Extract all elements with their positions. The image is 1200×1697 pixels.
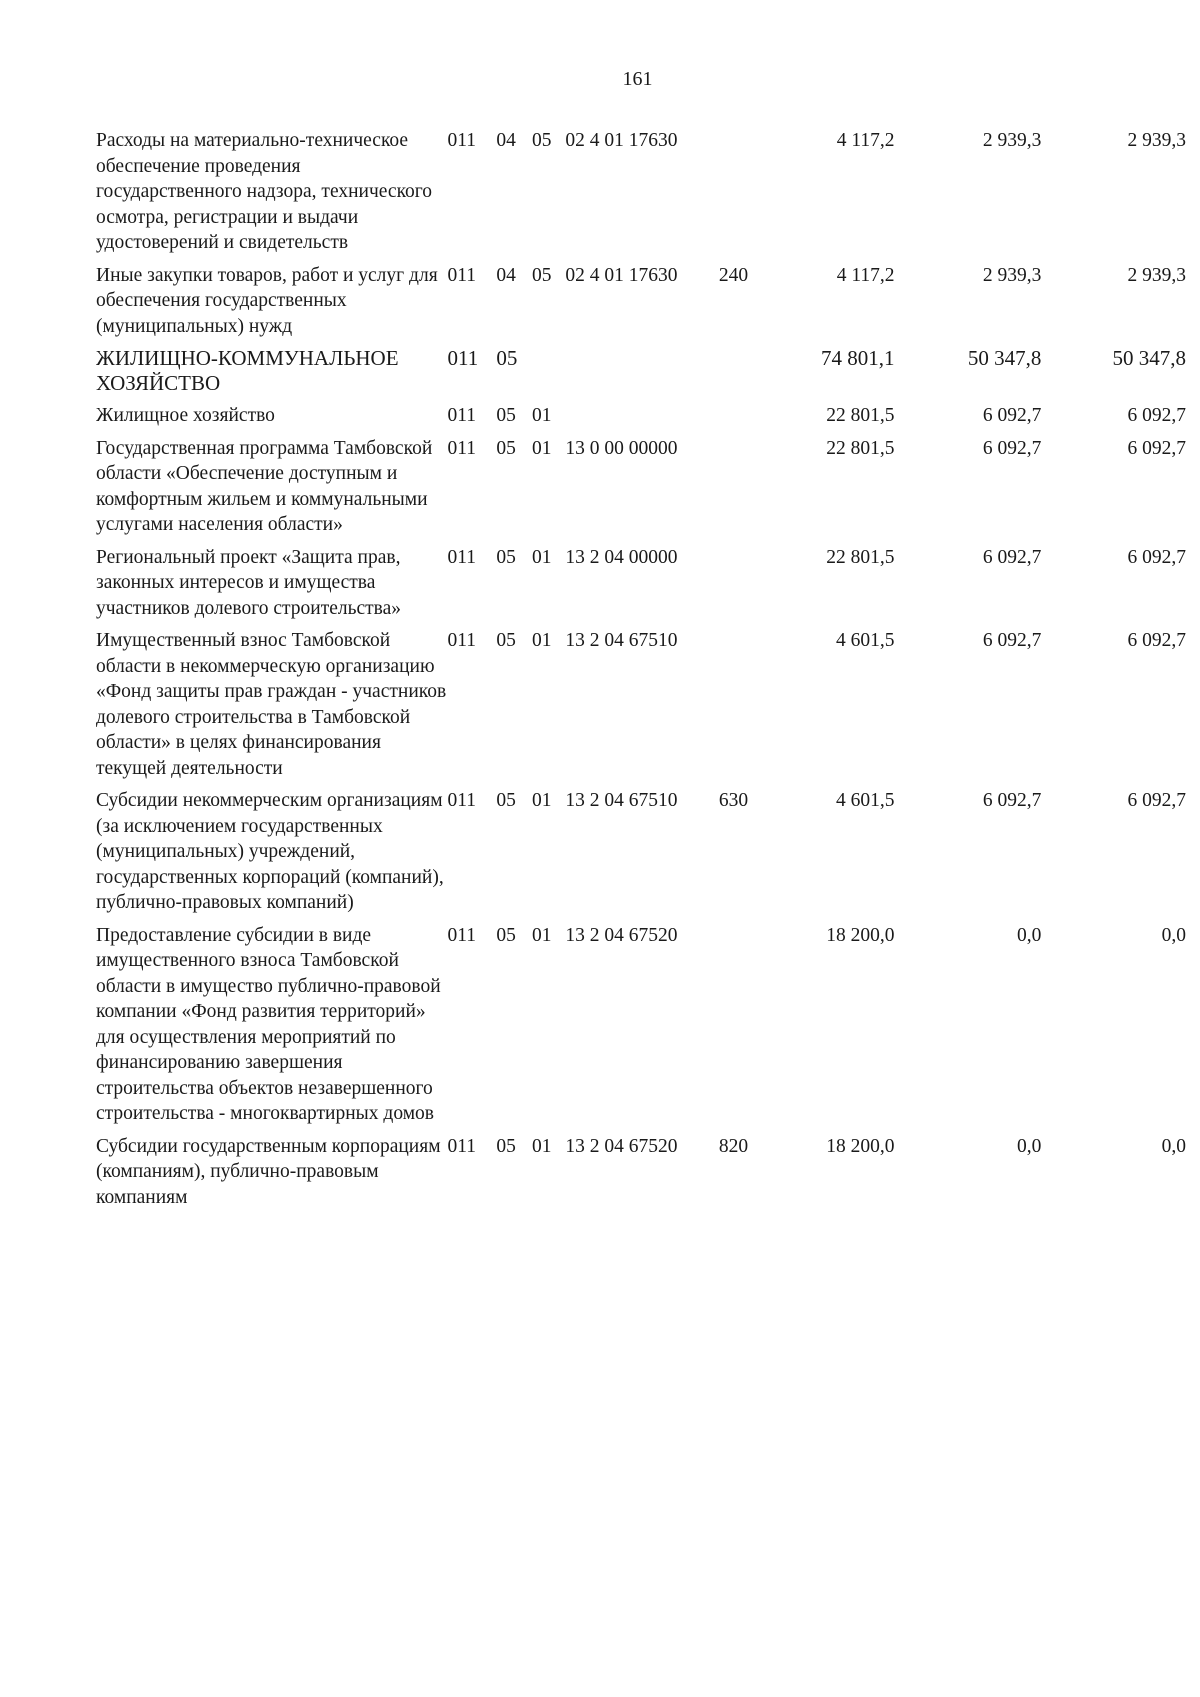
amount-year-2: 6 092,7 bbox=[982, 630, 1042, 651]
section-code: 05 bbox=[496, 405, 516, 426]
amount-year-3: 0,0 bbox=[1161, 924, 1186, 946]
table-row bbox=[96, 628, 1186, 788]
page-number: 161 bbox=[622, 68, 653, 90]
expense-type-code: 630 bbox=[718, 790, 749, 811]
target-article-code: 13 0 00 00000 bbox=[565, 437, 678, 459]
budget-table bbox=[96, 128, 1186, 1217]
table-row-section bbox=[96, 346, 1186, 403]
table-row bbox=[96, 923, 1186, 1134]
amount-year-1: 4 601,5 bbox=[836, 790, 895, 811]
ministry-code: 011 bbox=[447, 630, 476, 651]
target-article-code: 02 4 01 17630 bbox=[565, 130, 678, 151]
ministry-code: 011 bbox=[447, 924, 476, 946]
expense-type-code bbox=[719, 436, 784, 545]
row-name: Расходы на материально-техническое обеспечение проведения государственного надзора, технического осмотра, регистрации и выдачи удостоверений и свидетельств bbox=[96, 130, 433, 253]
ministry-code: 011 bbox=[447, 546, 476, 568]
subsection-code: 01 bbox=[531, 1135, 552, 1157]
subsection-code: 01 bbox=[531, 924, 552, 946]
target-article-code: 13 2 04 67520 bbox=[565, 924, 678, 946]
section-code: 05 bbox=[496, 924, 516, 946]
expense-type-code bbox=[719, 545, 784, 629]
amount-year-3: 6 092,7 bbox=[1127, 630, 1186, 651]
subsection-code: 01 bbox=[531, 630, 552, 651]
amount-year-2: 6 092,7 bbox=[982, 405, 1042, 426]
table-row bbox=[96, 128, 1186, 263]
section-code: 05 bbox=[496, 346, 518, 370]
section-code: 05 bbox=[496, 630, 516, 651]
section-code: 05 bbox=[496, 1135, 516, 1157]
target-article-code: 02 4 01 17630 bbox=[565, 264, 678, 286]
amount-year-3: 6 092,7 bbox=[1127, 546, 1186, 568]
ministry-code: 011 bbox=[447, 437, 476, 459]
amount-year-1: 18 200,0 bbox=[826, 1135, 895, 1157]
ministry-code: 011 bbox=[447, 346, 479, 370]
ministry-code: 011 bbox=[447, 405, 476, 426]
target-article-code: 13 2 04 67510 bbox=[565, 630, 678, 651]
amount-year-3: 6 092,7 bbox=[1127, 437, 1186, 459]
subsection-code bbox=[532, 346, 565, 403]
target-article-code bbox=[565, 403, 718, 436]
expense-type-code bbox=[719, 403, 784, 436]
expense-type-code bbox=[719, 923, 784, 1134]
amount-year-1: 74 801,1 bbox=[821, 346, 895, 370]
row-name: Предоставление субсидии в виде имущественного взноса Тамбовской области в имущество публично-правовой компании «Фонд развития территорий» для осуществления мероприятий по финансированию завершения строительства объектов незавершенного строительства - многоквартирных домов bbox=[96, 924, 441, 1124]
amount-year-2: 50 347,8 bbox=[967, 346, 1042, 370]
amount-year-3: 6 092,7 bbox=[1127, 790, 1186, 811]
table-row bbox=[96, 788, 1186, 923]
row-name: Региональный проект «Защита прав, законных интересов и имущества участников долевого строительства» bbox=[96, 546, 402, 619]
table-row bbox=[96, 263, 1186, 347]
section-code: 05 bbox=[496, 437, 516, 459]
section-code: 04 bbox=[496, 264, 516, 286]
table-row bbox=[96, 436, 1186, 545]
amount-year-3: 50 347,8 bbox=[1112, 346, 1186, 370]
budget-table-body bbox=[96, 128, 1186, 1217]
subsection-code: 01 bbox=[531, 546, 552, 568]
subsection-code: 01 bbox=[531, 405, 552, 426]
amount-year-2: 6 092,7 bbox=[982, 546, 1042, 568]
amount-year-2: 0,0 bbox=[1016, 1135, 1042, 1157]
subsection-code: 01 bbox=[531, 437, 552, 459]
row-name: Субсидии некоммерческим организациям (за исключением государственных (муниципальных) учреждений, государственных корпораций (компаний), публично-правовых компаний) bbox=[96, 790, 444, 913]
amount-year-2: 2 939,3 bbox=[982, 130, 1042, 151]
amount-year-3: 2 939,3 bbox=[1127, 264, 1186, 286]
row-name: Субсидии государственным корпорациям (компаниям), публично-правовым компаниям bbox=[96, 1135, 441, 1208]
amount-year-2: 6 092,7 bbox=[982, 437, 1042, 459]
amount-year-1: 4 117,2 bbox=[836, 130, 895, 151]
section-code: 05 bbox=[496, 790, 516, 811]
expense-type-code: 240 bbox=[718, 264, 749, 286]
expense-type-code bbox=[719, 346, 784, 403]
target-article-code bbox=[565, 346, 718, 403]
row-name: Имущественный взнос Тамбовской области в некоммерческую организацию «Фонд защиты прав граждан - участников долевого строительства в Тамбовской области» в целях финансирования текущей деятельности bbox=[96, 630, 447, 779]
amount-year-1: 22 801,5 bbox=[826, 546, 895, 568]
amount-year-1: 18 200,0 bbox=[826, 924, 895, 946]
ministry-code: 011 bbox=[447, 130, 476, 151]
subsection-code: 01 bbox=[531, 790, 552, 811]
amount-year-2: 6 092,7 bbox=[982, 790, 1042, 811]
expense-type-code: 820 bbox=[718, 1135, 749, 1157]
expense-type-code bbox=[719, 628, 784, 788]
table-row bbox=[96, 545, 1186, 629]
amount-year-1: 22 801,5 bbox=[826, 405, 895, 426]
ministry-code: 011 bbox=[447, 1135, 476, 1157]
table-row bbox=[96, 403, 1186, 436]
amount-year-3: 2 939,3 bbox=[1127, 130, 1186, 151]
target-article-code: 13 2 04 67520 bbox=[565, 1135, 678, 1157]
section-code: 05 bbox=[496, 546, 516, 568]
amount-year-1: 4 117,2 bbox=[836, 264, 895, 286]
row-name: Государственная программа Тамбовской области «Обеспечение доступным и комфортным жильем и коммунальными услугами населения области» bbox=[96, 437, 433, 535]
section-code: 04 bbox=[496, 130, 516, 151]
expense-type-code bbox=[719, 128, 784, 263]
target-article-code: 13 2 04 67510 bbox=[565, 790, 678, 811]
amount-year-3: 6 092,7 bbox=[1127, 405, 1186, 426]
ministry-code: 011 bbox=[447, 264, 476, 286]
amount-year-3: 0,0 bbox=[1161, 1135, 1186, 1157]
row-name: Жилищное хозяйство bbox=[96, 405, 275, 426]
row-name: Иные закупки товаров, работ и услуг для обеспечения государственных (муниципальных) нужд bbox=[96, 264, 438, 337]
amount-year-2: 2 939,3 bbox=[982, 264, 1042, 286]
ministry-code: 011 bbox=[447, 790, 476, 811]
amount-year-1: 4 601,5 bbox=[836, 630, 895, 651]
row-name: ЖИЛИЩНО-КОММУНАЛЬНОЕ ХОЗЯЙСТВО bbox=[96, 346, 399, 395]
subsection-code: 05 bbox=[531, 264, 552, 286]
amount-year-1: 22 801,5 bbox=[826, 437, 895, 459]
target-article-code: 13 2 04 00000 bbox=[565, 546, 678, 568]
amount-year-2: 0,0 bbox=[1016, 924, 1042, 946]
table-row bbox=[96, 1134, 1186, 1218]
subsection-code: 05 bbox=[531, 130, 552, 151]
